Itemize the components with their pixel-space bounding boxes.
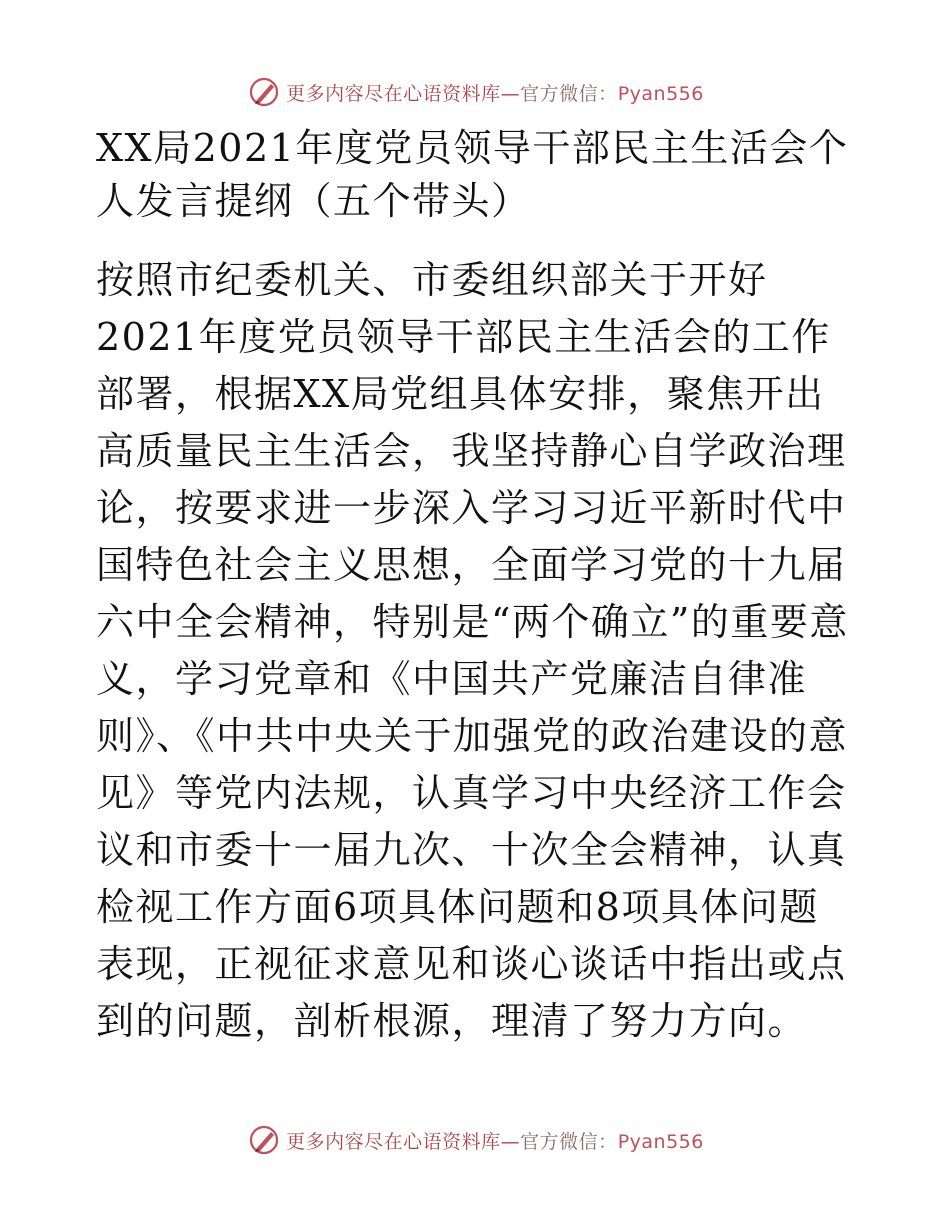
watermark-text: 更多内容尽在心语资料库—官方微信：Pyan556 xyxy=(286,82,704,105)
pen-logo-icon xyxy=(246,74,282,110)
header-watermark xyxy=(0,72,950,112)
watermark-text: 更多内容尽在心语资料库—官方微信：Pyan556 xyxy=(286,1130,704,1153)
pen-logo-icon xyxy=(246,1122,282,1158)
footer-watermark xyxy=(0,1120,950,1160)
document-body-paragraph: 按照市纪委机关、市委组织部关于开好2021年度党员领导干部民主生活会的工作部署，根据XX局党组具体安排，聚焦开出高质量民主生活会，我坚持静心自学政治理论，按要求进一步深入学习习近平新时代中国特色社会主义思想，全面学习党的十九届六中全会精神，特别是“两个确立”的重要意义，学习党章和《中国共产党廉洁自律准则》、《中共中央关于加强党的政治建设的意见》等党内法规，认真学习中央经济工作会议和市委十一届九次、十次全会精神，认真检视工作方面6项具体问题和8项具体问题表现，正视征求意见和谈心谈话中指出或点到的问题，剖析根源，理清了努力方向。 xyxy=(96,258,849,1043)
document-title: XX局2021年度党员领导干部民主生活会个人发言提纲（五个带头） xyxy=(96,126,849,223)
